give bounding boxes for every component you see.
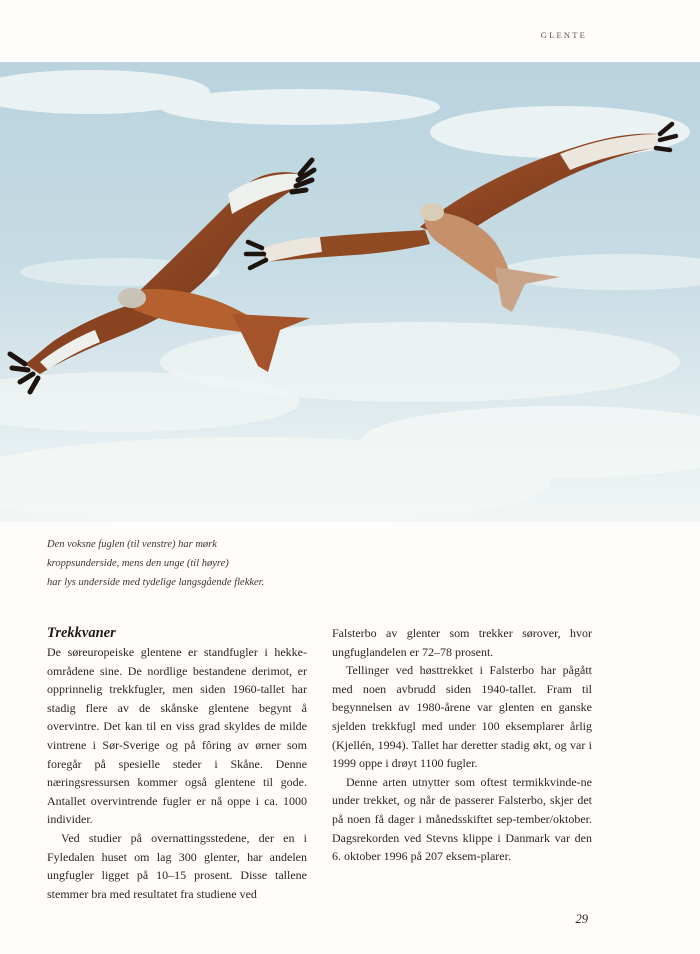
figure-caption <box>47 535 327 592</box>
paragraph: Tellinger ved høsttrekket i Falsterbo har pågått med noen avbrudd siden 1940-tallet. Fram til begynnelsen av 1980-årene var glenten en ganske sjelden trekkfugl med under 100 eksemplarer årlig (Kjellén, 1994). Tallet har deretter stadig økt, og var i 1999 oppe i drøyt 1100 fugler. <box>332 663 592 771</box>
caption-line: Den voksne fuglen (til venstre) har mørk <box>47 539 217 550</box>
right-text-column <box>332 624 592 866</box>
caption-line: kroppsunderside, mens den unge (til høyre) <box>47 558 229 569</box>
paragraph: Ved studier på overnattingsstedene, der en i Fyledalen huset om lag 300 glenter, har andelen ungfugler ligget på 10–15 prosent. Disse tallene stemmer bra med resultatet fra studiene ved <box>47 830 307 901</box>
red-kite-illustration <box>0 62 700 522</box>
paragraph: Denne arten utnytter som oftest termikkvinde-ne under trekket, og når de passerer Falsterbo, skjer det på noen få dager i månedsskiftet sep-tember/oktober. Dagsrekorden ved Stevns klippe i Danmark var den 6. oktober 1996 på 207 eksem-plarer. <box>332 774 592 864</box>
section-heading: Trekkvaner <box>47 625 116 641</box>
page-number: 29 <box>575 912 588 926</box>
paragraph: Falsterbo av glenter som trekker sørover, hvor ungfuglandelen er 72–78 prosent. <box>332 626 592 659</box>
caption-line: har lys underside med tydelige langsgående flekker. <box>47 577 265 588</box>
running-head: GLENTE <box>540 30 587 40</box>
paragraph: De søreuropeiske glentene er standfugler i hekke-områdene sine. De nordlige bestandene derimot, er opprinnelig trekkfugler, men siden 1960-tallet har stadig flere av de skånske glentene begynt å overvintre. Det kan til en viss grad skyldes de milde vintrene i Sør-Sverige og på fôring av ørner som foregår på spesielle steder i Skåne. Denne næringsressursen kommer også glentene til gode. Antallet overvintrende fugler er nå oppe i ca. 1000 individer. <box>47 645 307 827</box>
left-text-column <box>47 624 307 903</box>
